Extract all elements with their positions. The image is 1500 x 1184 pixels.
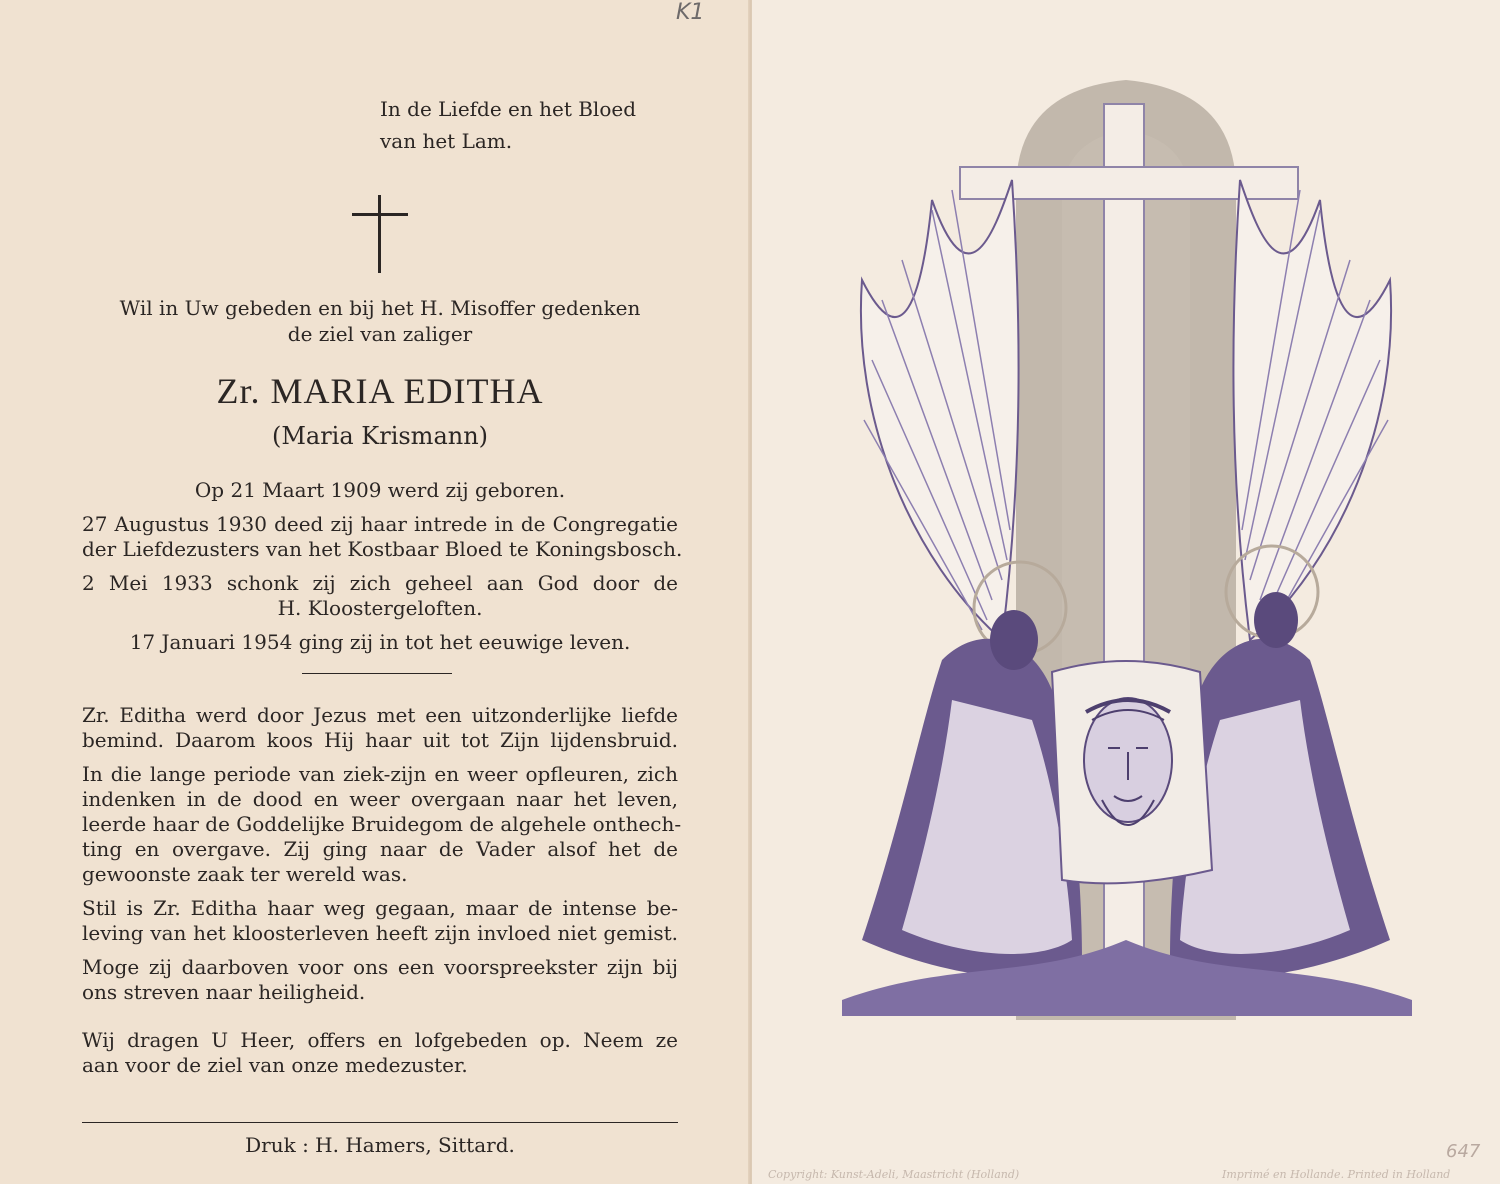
cross-icon (352, 195, 408, 273)
motto-line-2: van het Lam. (380, 129, 513, 153)
short-divider (302, 673, 452, 674)
copyright-left: Copyright: Kunst-Adeli, Maastricht (Holland) (768, 1168, 1020, 1181)
body-line: ting en overgave. Zij ging naar de Vader alsof het de (82, 837, 678, 861)
pencil-mark: K1 (676, 0, 705, 25)
life-event-vows-cont: H. Kloostergeloften. (277, 596, 483, 620)
intro-line-2: de ziel van zaliger (287, 322, 473, 346)
life-event-birth: Op 21 Maart 1909 werd zij geboren. (194, 478, 566, 502)
life-event-entry: 27 Augustus 1930 deed zij haar intrede in de Congregatie (82, 512, 678, 536)
copyright-right: Imprimé en Hollande. Printed in Holland (1222, 1168, 1451, 1181)
body-line: Moge zij daarboven voor ons een voorspreekster zijn bij (82, 955, 678, 979)
body-line: bemind. Daarom koos Hij haar uit tot Zijn lijdensbruid. (82, 728, 678, 752)
footer-divider (82, 1122, 678, 1123)
holy-face-illustration (752, 0, 1500, 1184)
body-line: leving van het kloosterleven heeft zijn invloed niet gemist. (82, 921, 678, 945)
life-event-entry-cont: der Liefdezusters van het Kostbaar Bloed te Koningsbosch. (82, 537, 683, 561)
motto-line-1: In de Liefde en het Bloed (380, 97, 637, 121)
body-line: Zr. Editha werd door Jezus met een uitzonderlijke liefde (82, 703, 678, 727)
printer-credit: Druk : H. Hamers, Sittard. (245, 1133, 515, 1157)
life-event-death: 17 Januari 1954 ging zij in tot het eeuwige leven. (129, 630, 631, 654)
right-page (752, 0, 1500, 1184)
body-line: Stil is Zr. Editha haar weg gegaan, maar de intense be- (82, 896, 678, 920)
birth-name: (Maria Krismann) (271, 422, 489, 450)
body-line: leerde haar de Goddelijke Bruidegom de algehele onthech- (82, 812, 682, 836)
life-event-vows: 2 Mei 1933 schonk zij zich geheel aan God door de (82, 571, 678, 595)
pencil-number: 647 (1446, 1141, 1481, 1162)
deceased-name: Zr. MARIA EDITHA (216, 371, 544, 411)
body-line: ons streven naar heiligheid. (82, 980, 366, 1004)
body-line: indenken in de dood en weer overgaan naar het leven, (82, 787, 678, 811)
body-line: aan voor de ziel van onze medezuster. (82, 1053, 468, 1077)
veronica-veil (1052, 661, 1212, 883)
intro-line-1: Wil in Uw gebeden en bij het H. Misoffer gedenken (119, 296, 641, 320)
body-line: Wij dragen U Heer, offers en lofgebeden op. Neem ze (82, 1028, 678, 1052)
body-line: In die lange periode van ziek-zijn en weer opfleuren, zich (82, 762, 678, 786)
body-line: gewoonste zaak ter wereld was. (82, 862, 408, 886)
